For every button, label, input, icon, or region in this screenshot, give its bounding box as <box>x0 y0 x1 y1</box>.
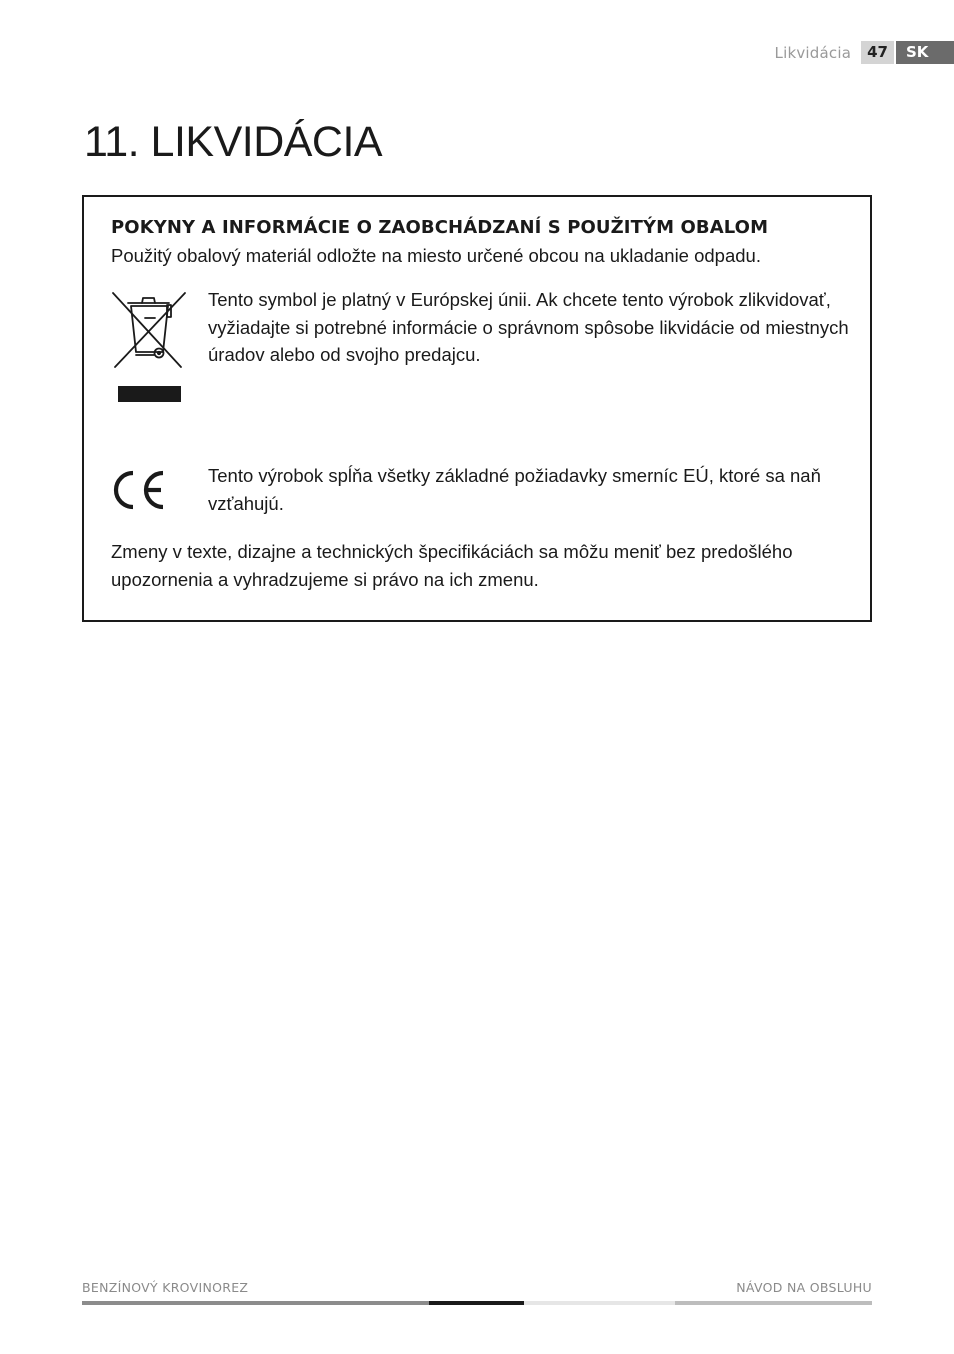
page-header <box>775 41 954 64</box>
disclaimer-line: Zmeny v texte, dizajne a technických špecifikáciách sa môžu meniť bez predošlého <box>111 541 793 562</box>
weee-paragraph <box>208 286 858 369</box>
ce-paragraph <box>208 462 858 517</box>
disclaimer-line: upozornenia a vyhradzujeme si právo na ich zmenu. <box>111 568 539 590</box>
header-section-name: Likvidácia <box>774 43 852 62</box>
weee-line: úradov alebo od svojho predajcu. <box>208 344 481 365</box>
footer-bar-segment <box>524 1301 675 1305</box>
footer-bar-segment <box>82 1301 429 1305</box>
box-heading: POKYNY A INFORMÁCIE O ZAOBCHÁDZANÍ S POUŽITÝM OBALOM <box>111 217 769 238</box>
page-title: 11. LIKVIDÁCIA <box>84 118 383 166</box>
ce-line: vzťahujú. <box>208 492 284 514</box>
header-language-tag: SK <box>896 41 954 64</box>
weee-line: vyžiadajte si potrebné informácie o správnom spôsobe likvidácie od miestnych <box>208 316 849 338</box>
packaging-instruction: Použitý obalový materiál odložte na miesto určené obcou na ukladanie odpadu. <box>111 245 761 266</box>
header-page-number: 47 <box>861 41 894 64</box>
footer-bar-segment <box>675 1301 872 1305</box>
footer-product-name: BENZÍNOVÝ KROVINOREZ <box>82 1280 249 1295</box>
footer-manual-label: NÁVOD NA OBSLUHU <box>736 1280 872 1295</box>
crossed-out-wheelie-bin-icon <box>111 289 187 403</box>
ce-line: Tento výrobok spĺňa všetky základné požiadavky smerníc EÚ, ktoré sa naň <box>208 465 821 486</box>
footer-bar <box>82 1301 872 1305</box>
weee-line: Tento symbol je platný v Európskej únii. Ak chcete tento výrobok zlikvidovať, <box>208 289 831 310</box>
ce-mark-icon <box>111 469 169 511</box>
disposal-info-box <box>82 195 872 622</box>
footer-bar-segment <box>429 1301 524 1305</box>
changes-disclaimer <box>111 538 851 593</box>
